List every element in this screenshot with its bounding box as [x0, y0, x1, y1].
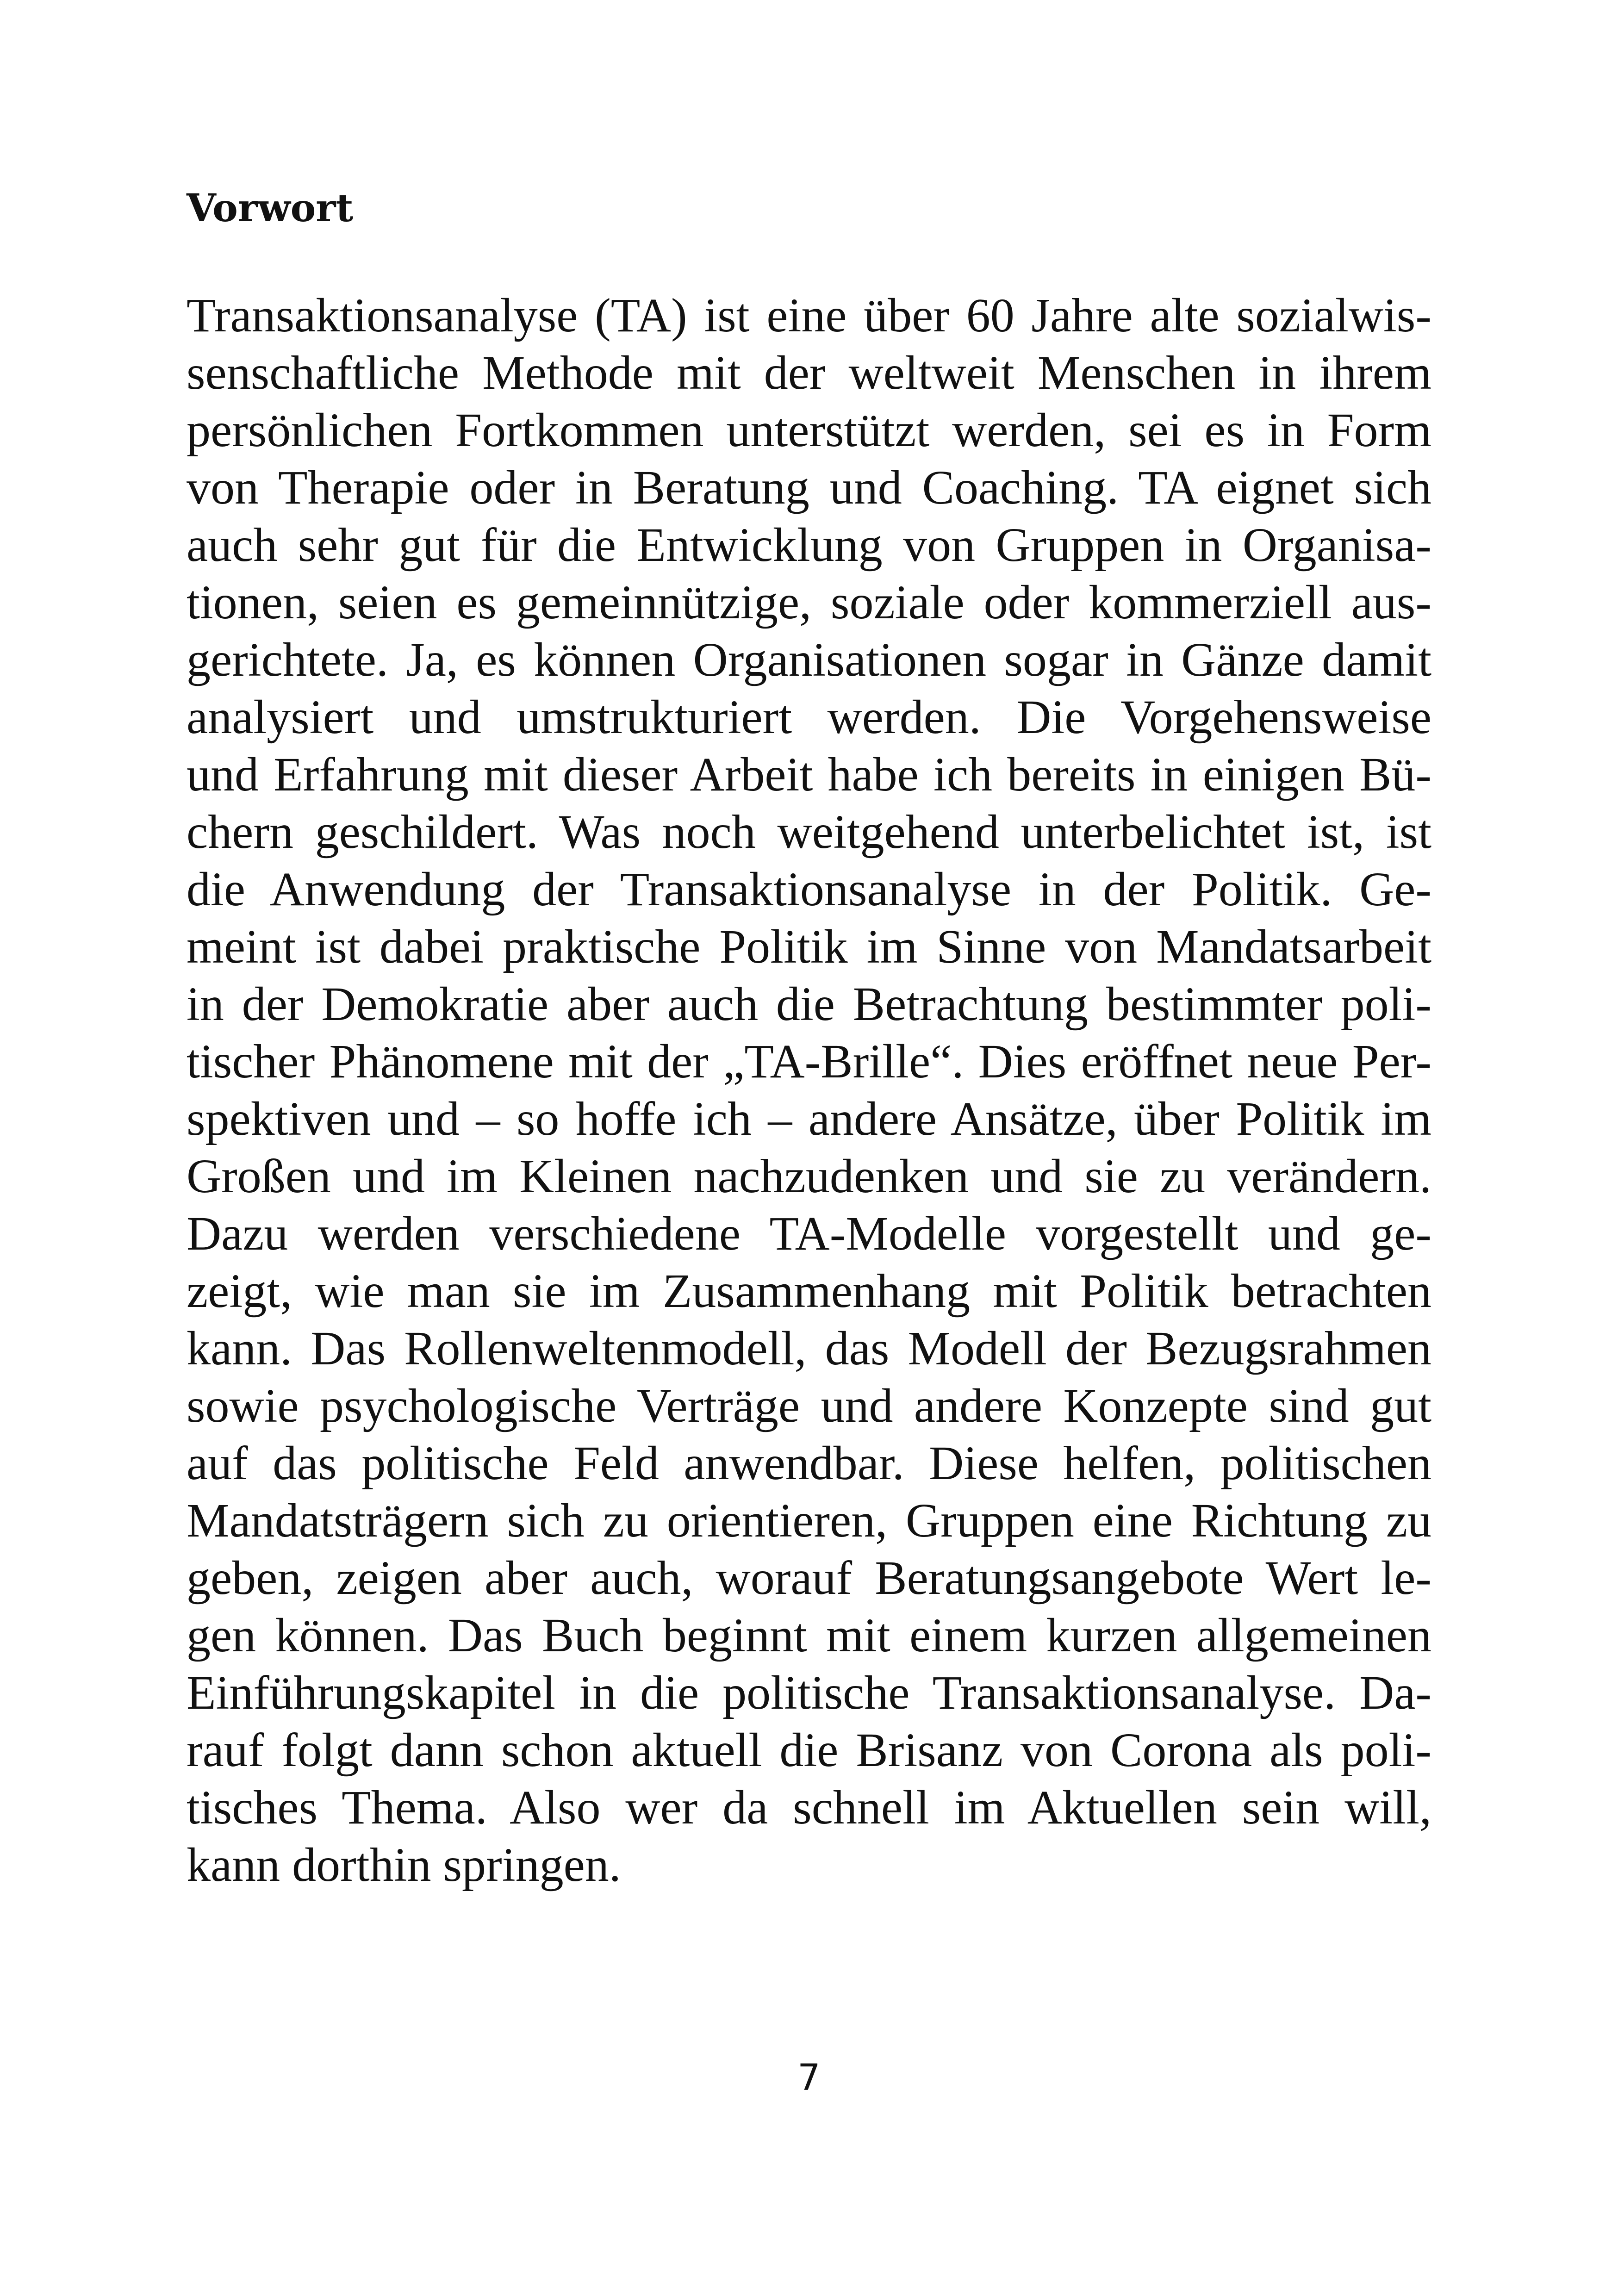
text-line: persönlichen Fortkommen unterstützt werden, sei es in Form: [187, 404, 1431, 457]
text-line: und Erfahrung mit dieser Arbeit habe ich bereits in einigen Bü-: [187, 748, 1431, 801]
text-line: meint ist dabei praktische Politik im Sinne von Mandatsarbeit: [187, 920, 1431, 973]
text-line: in der Demokratie aber auch die Betrachtung bestimmter poli-: [187, 977, 1431, 1031]
text-line: spektiven und – so hoffe ich – andere Ansätze, über Politik im: [187, 1092, 1431, 1145]
text-line: zeigt, wie man sie im Zusammenhang mit Politik betrachten: [187, 1264, 1431, 1318]
text-line: Einführungskapitel in die politische Transaktionsanalyse. Da-: [187, 1666, 1431, 1719]
text-line: tischer Phänomene mit der „TA-Brille“. Dies eröffnet neue Per-: [187, 1035, 1431, 1088]
text-line: tionen, seien es gemeinnützige, soziale oder kommerziell aus-: [187, 576, 1431, 629]
text-line: senschaftliche Methode mit der weltweit Menschen in ihrem: [187, 346, 1431, 399]
text-line: gen können. Das Buch beginnt mit einem kurzen allgemeinen: [187, 1609, 1431, 1662]
text-line: chern geschildert. Was noch weitgehend unterbelichtet ist, ist: [187, 805, 1431, 859]
text-line: kann. Das Rollenweltenmodell, das Modell der Bezugsrahmen: [187, 1322, 1431, 1375]
page-heading: Vorwort: [187, 186, 354, 230]
text-line: Großen und im Kleinen nachzudenken und sie zu verändern.: [187, 1150, 1431, 1203]
text-line: geben, zeigen aber auch, worauf Beratungsangebote Wert le-: [187, 1551, 1431, 1605]
text-line: gerichtete. Ja, es können Organisationen sogar in Gänze damit: [187, 633, 1431, 686]
text-line: tisches Thema. Also wer da schnell im Aktuellen sein will,: [187, 1781, 1431, 1834]
text-line: Mandatsträgern sich zu orientieren, Gruppen eine Richtung zu: [187, 1494, 1431, 1547]
text-line: auf das politische Feld anwendbar. Diese helfen, politischen: [187, 1437, 1431, 1490]
text-line: von Therapie oder in Beratung und Coaching. TA eignet sich: [187, 461, 1431, 514]
page-number: 7: [797, 2057, 821, 2099]
text-line: die Anwendung der Transaktionsanalyse in der Politik. Ge-: [187, 863, 1431, 916]
text-line: rauf folgt dann schon aktuell die Brisanz von Corona als poli-: [187, 1724, 1431, 1777]
text-line: kann dorthin springen.: [187, 1838, 621, 1892]
text-line: auch sehr gut für die Entwicklung von Gruppen in Organisa-: [187, 518, 1431, 572]
text-line: Dazu werden verschiedene TA-Modelle vorgestellt und ge-: [187, 1207, 1431, 1260]
text-line: Transaktionsanalyse (TA) ist eine über 60 Jahre alte sozialwis-: [187, 289, 1431, 342]
text-line: sowie psychologische Verträge und andere Konzepte sind gut: [187, 1379, 1431, 1432]
body-paragraph: [187, 287, 1431, 1894]
text-line: analysiert und umstrukturiert werden. Die Vorgehensweise: [187, 691, 1431, 744]
